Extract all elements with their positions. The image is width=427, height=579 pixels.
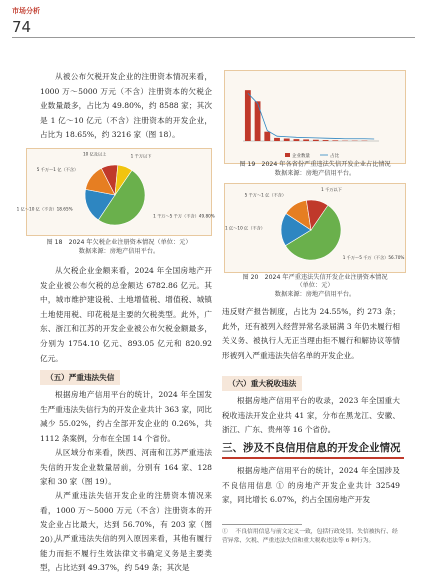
figure-19-chart xyxy=(225,71,405,163)
fig19-bar-4 xyxy=(284,139,290,141)
figure-19-caption: 图 19 2024 年各省份严重违法失信开发企业占比情况 xyxy=(239,161,391,168)
figure-18-pie xyxy=(16,149,215,235)
figure-20-source: 数据来源：房地产信用平台。 xyxy=(274,291,356,298)
right-para-3: 根据房地产信用平台的统计，2024 年全国涉及不良信用信息 ① 的房地产开发企业共计 32549 家，同比增长 6.07%，约占全国房地产开发 xyxy=(222,466,400,505)
left-para-5: 从严重违法失信开发企业的注册资本情况来看，1000 万～5000 万元（不含）注册资本的开发企业占比最大，达到 56.70%，有 203 家（图 20）。 xyxy=(40,491,212,544)
left-para-3: 根据房地产信用平台的统计，2024 年全国发生严重违法失信行为的开发企业共计 363 家，同比减少 55.02%，约占全部开发企业的 0.26%，共 1112 条案例，分布在全国 14 个省份。 xyxy=(40,390,212,443)
right-para-2: 根据房地产信用平台的收录，2023 年全国重大税收违法开发企业共 41 家，分布在黑龙江、安徽、浙江、广东、贵州等 16 个省份。 xyxy=(222,396,400,435)
fig19-legend-swatch-count xyxy=(285,153,290,157)
left-para-2: 从欠税企业金额来看，2024 年全国房地产开发企业被公布欠税的总金额达 6782.86 亿元。其中，城市维护建设税、土地增值税、增值税、城镇土地使用税、印花税是主要的欠税类型。此外，广东、浙江和江苏的开发企业被公布欠税金额最多，分别为 1754.10 亿元、893.05 亿元和 820.92 亿元。 xyxy=(40,266,212,363)
section-3-heading: 三、涉及不良信用信息的开发企业情况 xyxy=(222,442,401,454)
left-para-6: 从严重违法失信的列入原因来看，其他有履行能力而拒不履行生效法律文书确定义务是主要类型，占比达到 49.37%，约 549 条；其次是 xyxy=(40,534,212,573)
fig19-bar-7 xyxy=(313,140,319,141)
right-para-1: 违反财产报告制度，占比为 24.55%，约 273 条；此外，还有被列入经营异常名录届满 3 年仍未履行相关义务、被执行人无正当理由拒不履行和解协议等情形被列入严重违法失信名单的开发企业。 xyxy=(222,307,400,360)
footnote: ① 不良信用信息与前文定义一致，包括行政处罚、失信被执行、经营异常、欠税、严重违法失信和重大税收违法等 6 种行为。 xyxy=(222,529,398,544)
left-para-1: 从被公布欠税开发企业的注册资本情况来看，1000 万～5000 万元（不含）注册资本的欠税企业数量最多，占比为 49.80%，约 8588 家；其次是 1 亿～10 亿元（不含）注册资本的开发企业，占比为 18.65%，约 3216 家（图 18）。 xyxy=(40,72,212,140)
figure-20-pie xyxy=(225,184,405,272)
subhead-5: （五）严重违法失信 xyxy=(40,370,120,385)
footnote-divider xyxy=(222,524,302,525)
fig19-legend-share: 占比 xyxy=(330,154,339,159)
figure-18-source: 数据来源：房地产信用平台。 xyxy=(78,248,160,255)
fig20-label-3: 1 千万以下 xyxy=(321,186,342,192)
fig19-legend-count: 企业数量 xyxy=(292,154,310,159)
fig18-label-3: 10 亿及以上 xyxy=(82,151,107,157)
fig18-label-2: 5 千万～1 亿（不含） xyxy=(36,166,79,172)
fig20-label-2: 5 千万～1 亿（不含） xyxy=(244,192,287,198)
fig19-bar-3 xyxy=(274,138,280,141)
fig19-bar-2 xyxy=(264,132,270,141)
fig18-label-0: 1 千万～5 千万（不含）49.80% xyxy=(153,213,215,219)
subhead-6: （六）重大税收违法 xyxy=(222,376,302,391)
figure-19 xyxy=(224,70,406,164)
figure-20 xyxy=(224,183,406,273)
left-para-4: 从区域分布来看，陕西、河南和江苏严重违法失信的开发企业数量居前，分别有 164 家、128 家和 30 家（图 19）。 xyxy=(40,448,212,487)
figure-20-caption: 图 20 2024 年严重违法失信开发企业注册资本情况 xyxy=(242,274,388,281)
figure-18 xyxy=(16,148,215,236)
fig20-label-1: 1 亿～10 亿（不含） xyxy=(225,225,266,231)
fig18-label-4: 1 千万以下 xyxy=(130,153,152,159)
fig19-bar-5 xyxy=(294,139,300,141)
fig18-label-1: 1 亿～10 亿（不含）18.65% xyxy=(16,206,73,212)
figure-19-source: 数据来源：房地产信用平台。 xyxy=(274,170,356,177)
fig20-label-0: 1 千万～5 千万（不含）56.70% xyxy=(342,254,405,260)
header-divider xyxy=(12,37,415,38)
page-number: 74 xyxy=(12,18,32,36)
header-tag: 市场分析 xyxy=(12,7,40,15)
figure-20-caption-unit: （单位：元） xyxy=(296,282,334,289)
section-3-underline xyxy=(222,457,404,459)
figure-18-caption: 图 18 2024 年欠税企业注册资本情况（单位：元） xyxy=(46,239,192,246)
fig19-bar-9 xyxy=(332,140,338,141)
fig19-bar-8 xyxy=(323,140,329,141)
fig19-bar-1 xyxy=(255,101,261,141)
fig19-bar-0 xyxy=(245,90,251,141)
fig19-bar-6 xyxy=(303,139,309,141)
